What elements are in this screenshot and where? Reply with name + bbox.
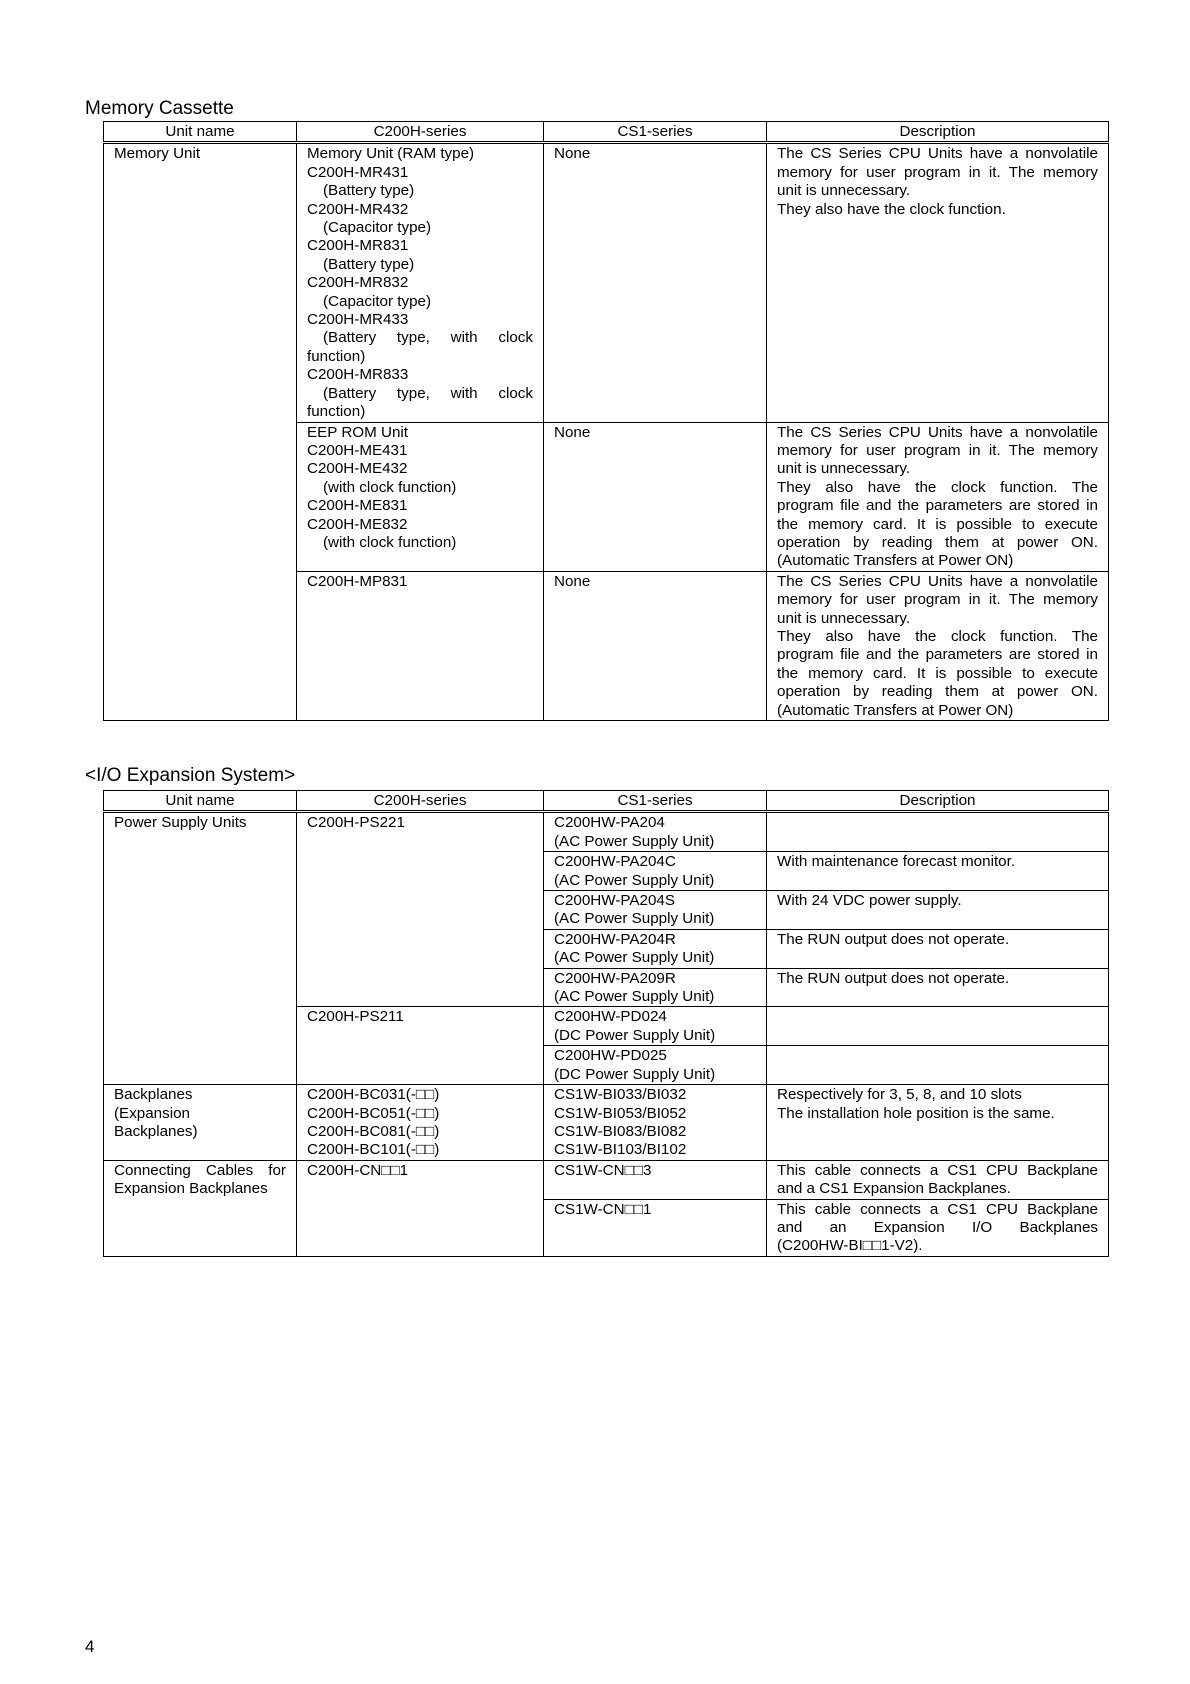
io-expansion-table [103, 790, 1109, 1257]
header-c200h-series: C200H-series [297, 791, 544, 812]
header-description: Description [767, 122, 1109, 143]
cs1-type: (AC Power Supply Unit) [554, 988, 715, 1006]
desc-line: This cable connects a CS1 CPU Backplane [777, 1161, 1098, 1179]
cs1-model: C200HW-PD024 [554, 1008, 667, 1026]
cs1-line: CS1W-BI103/BI102 [554, 1141, 687, 1159]
description-cell [767, 1046, 1109, 1085]
c200h-line: C200H-MR833 [307, 366, 409, 384]
description-cell: With 24 VDC power supply. [767, 891, 1109, 930]
desc-line: The installation hole position is the same. [777, 1104, 1055, 1122]
desc-line: This cable connects a CS1 CPU Backplane [777, 1200, 1098, 1218]
description-cell [767, 1085, 1109, 1161]
table-row [104, 1085, 1109, 1161]
memory-cassette-table [103, 121, 1109, 721]
unit-name-line: (Expansion [114, 1104, 190, 1122]
description-cell [767, 143, 1109, 422]
cs1-model: C200HW-PA204S [554, 892, 675, 910]
description-cell [767, 1007, 1109, 1046]
desc-line: operation by reading them at power ON. [777, 533, 1098, 551]
cs1-cell: None [544, 143, 767, 422]
desc-line: memory for user program in it. The memory [777, 591, 1098, 609]
c200h-cell: C200H-CN□□1 [297, 1160, 544, 1256]
desc-line: They also have the clock function. The [777, 627, 1098, 645]
unit-name-cell [104, 1085, 297, 1161]
cs1-cell [544, 1046, 767, 1085]
desc-line: unit is unnecessary. [777, 182, 911, 200]
c200h-line: (Battery type, with clock [323, 329, 533, 347]
c200h-line: C200H-MR831 [307, 237, 409, 255]
c200h-line: EEP ROM Unit [307, 423, 408, 441]
c200h-line: C200H-ME831 [307, 497, 408, 515]
table-row [104, 143, 1109, 422]
cs1-model: C200HW-PA209R [554, 969, 676, 987]
cs1-cell: CS1W-CN□□1 [544, 1199, 767, 1256]
desc-line: unit is unnecessary. [777, 460, 911, 478]
cs1-line: CS1W-BI033/BI032 [554, 1086, 687, 1104]
c200h-cell [297, 143, 544, 422]
table-row [104, 1160, 1109, 1199]
description-cell [767, 1199, 1109, 1256]
desc-line: unit is unnecessary. [777, 609, 911, 627]
description-cell: The RUN output does not operate. [767, 929, 1109, 968]
cs1-model: C200HW-PA204R [554, 930, 676, 948]
header-unit-name: Unit name [104, 122, 297, 143]
desc-line: The CS Series CPU Units have a nonvolatile [777, 572, 1098, 590]
header-cs1-series: CS1-series [544, 791, 767, 812]
desc-line: and a CS1 Expansion Backplanes. [777, 1180, 1011, 1198]
c200h-line: C200H-MR832 [307, 274, 409, 292]
cs1-model: C200HW-PD025 [554, 1047, 667, 1065]
desc-line: memory for user program in it. The memory [777, 441, 1098, 459]
description-cell [767, 812, 1109, 852]
desc-line: They also have the clock function. The [777, 478, 1098, 496]
unit-name-line: Backplanes) [114, 1122, 198, 1140]
c200h-line: (Capacitor type) [323, 292, 432, 310]
cs1-cell [544, 812, 767, 852]
description-cell [767, 422, 1109, 571]
description-cell [767, 1160, 1109, 1199]
c200h-line: C200H-MR433 [307, 311, 409, 329]
desc-line: the memory card. It is possible to execute [777, 664, 1098, 682]
desc-line: Respectively for 3, 5, 8, and 10 slots [777, 1086, 1022, 1104]
c200h-line: C200H-ME432 [307, 460, 408, 478]
unit-name-cell: Power Supply Units [104, 812, 297, 1085]
memory-cassette-title: Memory Cassette [85, 98, 234, 119]
cs1-cell [544, 891, 767, 930]
c200h-line: C200H-ME832 [307, 515, 408, 533]
cs1-type: (AC Power Supply Unit) [554, 871, 715, 889]
table-row [104, 812, 1109, 852]
cs1-cell: CS1W-CN□□3 [544, 1160, 767, 1199]
desc-line: program file and the parameters are stored in [777, 646, 1098, 664]
desc-line: (Automatic Transfers at Power ON) [777, 701, 1014, 719]
cs1-cell [544, 852, 767, 891]
c200h-line: function) [307, 347, 366, 365]
c200h-line: (with clock function) [323, 533, 457, 551]
desc-line: The CS Series CPU Units have a nonvolatile [777, 423, 1098, 441]
c200h-cell: C200H-PS211 [297, 1007, 544, 1085]
cs1-type: (AC Power Supply Unit) [554, 832, 715, 850]
cs1-type: (AC Power Supply Unit) [554, 949, 715, 967]
io-expansion-title: <I/O Expansion System> [85, 765, 296, 786]
c200h-line: (Battery type, with clock [323, 384, 533, 402]
c200h-line: C200H-ME431 [307, 441, 408, 459]
c200h-line: (Battery type) [323, 255, 415, 273]
header-cs1-series: CS1-series [544, 122, 767, 143]
c200h-cell [297, 422, 544, 571]
cs1-cell [544, 1085, 767, 1161]
desc-line: and an Expansion I/O Backplanes [777, 1218, 1098, 1236]
c200h-cell: C200H-PS221 [297, 812, 544, 1007]
c200h-line: C200H-MR432 [307, 200, 409, 218]
cs1-cell: None [544, 571, 767, 720]
c200h-line: C200H-BC101(-□□) [307, 1141, 440, 1159]
unit-name-line: Backplanes [114, 1086, 193, 1104]
cs1-type: (DC Power Supply Unit) [554, 1065, 716, 1083]
description-cell: With maintenance forecast monitor. [767, 852, 1109, 891]
cs1-cell [544, 929, 767, 968]
description-cell [767, 571, 1109, 720]
cs1-model: C200HW-PA204C [554, 853, 676, 871]
c200h-line: function) [307, 403, 366, 421]
table-header-row [104, 122, 1109, 143]
unit-name-cell [104, 1160, 297, 1256]
cs1-type: (DC Power Supply Unit) [554, 1026, 716, 1044]
desc-line: They also have the clock function. [777, 200, 1006, 218]
desc-line: operation by reading them at power ON. [777, 683, 1098, 701]
c200h-line: C200H-BC051(-□□) [307, 1104, 440, 1122]
table-header-row [104, 791, 1109, 812]
desc-line: The CS Series CPU Units have a nonvolatile [777, 145, 1098, 163]
cs1-cell: None [544, 422, 767, 571]
c200h-line: C200H-BC081(-□□) [307, 1122, 440, 1140]
desc-line: (C200HW-BI□□1-V2). [777, 1237, 923, 1255]
header-description: Description [767, 791, 1109, 812]
unit-name-cell: Memory Unit [104, 143, 297, 721]
c200h-line: C200H-BC031(-□□) [307, 1086, 440, 1104]
cs1-line: CS1W-BI083/BI082 [554, 1122, 687, 1140]
desc-line: memory for user program in it. The memory [777, 163, 1098, 181]
c200h-cell [297, 1085, 544, 1161]
c200h-cell: C200H-MP831 [297, 571, 544, 720]
c200h-line: (Capacitor type) [323, 219, 432, 237]
desc-line: program file and the parameters are stored in [777, 497, 1098, 515]
cs1-line: CS1W-BI053/BI052 [554, 1104, 687, 1122]
c200h-line: C200H-MR431 [307, 163, 409, 181]
cs1-cell [544, 968, 767, 1007]
page-number: 4 [85, 1637, 95, 1656]
desc-line: the memory card. It is possible to execute [777, 515, 1098, 533]
desc-line: (Automatic Transfers at Power ON) [777, 552, 1014, 570]
header-unit-name: Unit name [104, 791, 297, 812]
unit-name-line: Connecting Cables for [114, 1161, 286, 1179]
cs1-cell [544, 1007, 767, 1046]
cs1-model: C200HW-PA204 [554, 814, 665, 832]
cs1-type: (AC Power Supply Unit) [554, 910, 715, 928]
unit-name-line: Expansion Backplanes [114, 1180, 268, 1198]
header-c200h-series: C200H-series [297, 122, 544, 143]
c200h-line: (Battery type) [323, 182, 415, 200]
c200h-line: Memory Unit (RAM type) [307, 145, 475, 163]
c200h-line: (with clock function) [323, 478, 457, 496]
description-cell: The RUN output does not operate. [767, 968, 1109, 1007]
